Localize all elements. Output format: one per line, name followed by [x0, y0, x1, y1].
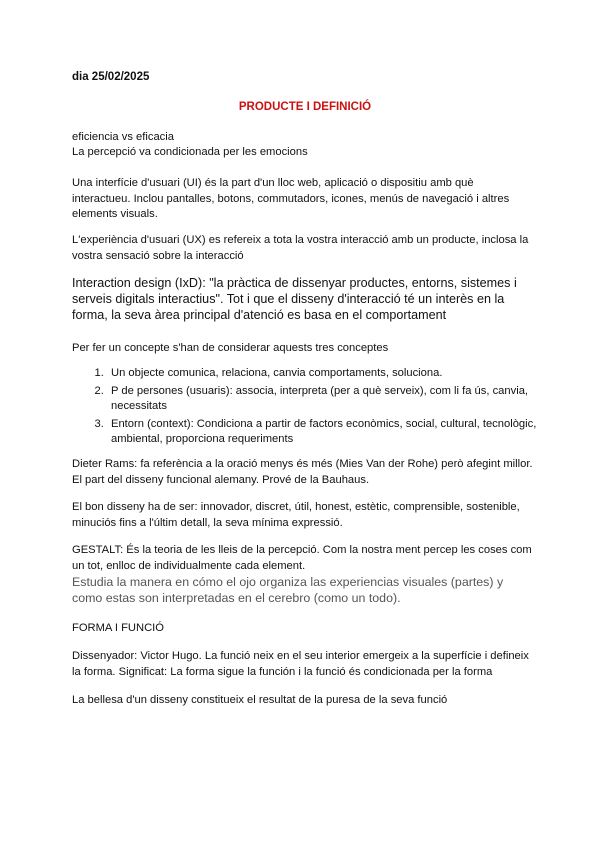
section-heading-form: FORMA I FUNCIÓ — [72, 622, 164, 634]
gestalt-quote: Estudia la manera en cómo el ojo organiza las experiencias visuales (partes) y como estas son interpretadas en el cerebro (como un todo). — [72, 575, 504, 605]
paragraph-beauty: La bellesa d'un disseny constitueix el resultat de la puresa de la seva funció — [72, 694, 448, 706]
list-item: 3. Entorn (context): Condiciona a partir de factors econòmics, social, cultural, tecnològic, ambiental, proporciona requeriments — [107, 417, 547, 448]
concepts-list — [89, 366, 547, 450]
paragraph-gestalt: GESTALT: És la teoria de les lleis de la percepció. Com la nostra ment percep les coses com un tot, enlloc de individualmente cada element. — [72, 544, 532, 572]
text-line-perception: La percepció va condicionada per les emocions — [72, 146, 308, 158]
paragraph-ixd: Interaction design (IxD): "la pràctica de dissenyar productes, entorns, sistemes i serveis digitals interactius". Tot i que el disseny d'interacció té un interès en la forma, la seva àrea principal d'atenció es basa en el comportament — [72, 276, 517, 322]
list-item: 2. P de persones (usuaris): associa, interpreta (per a què serveix), com li fa ús, canvia, necessitats — [107, 384, 547, 415]
document-date: dia 25/02/2025 — [72, 71, 150, 83]
text-line-efficiency: eficiencia vs eficacia — [72, 131, 174, 143]
paragraph-victor-hugo: Dissenyador: Victor Hugo. La funció neix en el seu interior emergeix a la superfície i defineix la forma. Significat: La forma sigue la función i la funció és condicionada per la forma — [72, 650, 529, 678]
paragraph-ui: Una interfície d'usuari (UI) és la part d'un lloc web, aplicació o dispositiu amb què interactueu. Inclou pantalles, botons, commutadors, icones, menús de navegació i altres elements visuals. — [72, 177, 510, 220]
paragraph-ux: L'experiència d'usuari (UX) es refereix a tota la vostra interacció amb un producte, inclosa la vostra sensació sobre la interacció — [72, 234, 529, 262]
paragraph-dieter-rams: Dieter Rams: fa referència a la oració menys és més (Mies Van der Rohe) però afegint millor. El part del disseny funcional alemany. Prové de la Bauhaus. — [72, 458, 533, 486]
list-item: 1. Un objecte comunica, relaciona, canvia comportaments, soluciona. — [107, 366, 547, 382]
document-title: PRODUCTE I DEFINICIÓ — [238, 101, 372, 113]
paragraph-good-design: El bon disseny ha de ser: innovador, discret, útil, honest, estètic, comprensible, sostenible, minuciós fins a l'últim detall, la seva mínima expressió. — [72, 501, 520, 529]
paragraph-concepts-intro: Per fer un concepte s'han de considerar aquests tres conceptes — [72, 342, 389, 354]
